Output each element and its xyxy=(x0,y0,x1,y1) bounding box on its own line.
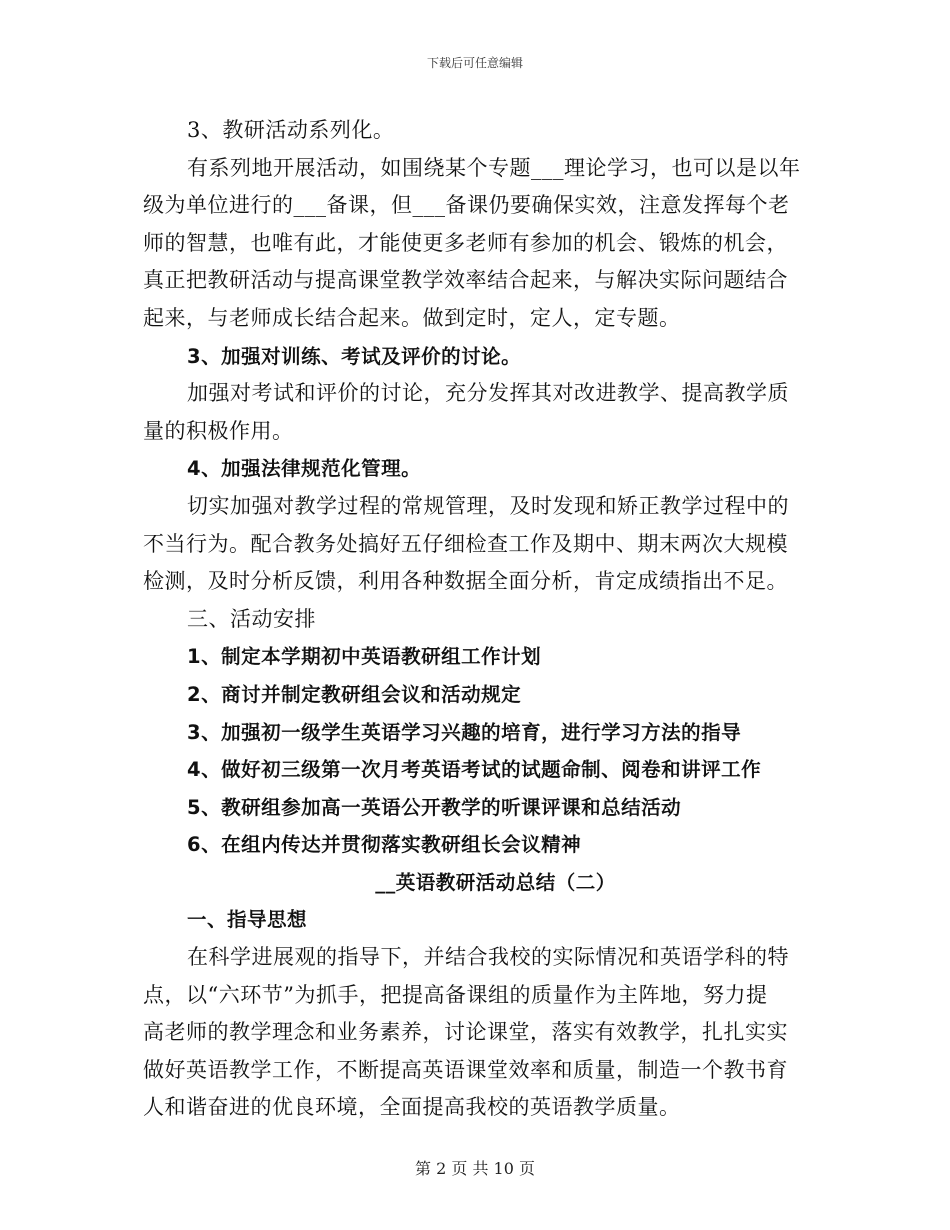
activity-item: 4、做好初三级第一次月考英语考试的试题命制、阅卷和讲评工作 xyxy=(187,758,762,782)
text-line: 做好英语教学工作，不断提高英语课堂效率和质量，制造一个教书育 xyxy=(143,1057,788,1082)
activity-item: 1、制定本学期初中英语教研组工作计划 xyxy=(187,645,542,669)
document-body xyxy=(143,112,808,1127)
text-line: 人和谐奋进的优良环境，全面提高我校的英语教学质量。 xyxy=(143,1095,681,1120)
section-heading: 一、指导思想 xyxy=(187,908,308,932)
text-line: 加强对考试和评价的讨论，充分发挥其对改进教学、提高教学质 xyxy=(187,381,789,406)
page-number: 第 2 页 共 10 页 xyxy=(415,1159,535,1178)
document-title: __英语教研活动总结（二） xyxy=(375,870,616,894)
section-heading: 3、加强对训练、考试及评价的讨论。 xyxy=(187,344,522,368)
activity-item: 5、教研组参加高一英语公开教学的听课评课和总结活动 xyxy=(187,795,682,819)
activity-item: 3、加强初一级学生英语学习兴趣的培育，进行学习方法的指导 xyxy=(187,720,742,744)
text-line: 起来，与老师成长结合起来。做到定时，定人，定专题。 xyxy=(143,305,681,330)
text-line: 3、教研活动系列化。 xyxy=(187,118,395,142)
activity-item: 2、商讨并制定教研组会议和活动规定 xyxy=(187,682,522,706)
text-line: 在科学进展观的指导下，并结合我校的实际情况和英语学科的特 xyxy=(187,945,789,970)
text-line: 切实加强对教学过程的常规管理，及时发现和矫正教学过程中的 xyxy=(187,493,789,518)
text-line: 级为单位进行的___备课，但___备课仍要确保实效，注意发挥每个老 xyxy=(143,193,790,218)
activity-item: 6、在组内传达并贯彻落实教研组长会议精神 xyxy=(187,833,582,857)
text-line: 有系列地开展活动，如围绕某个专题___理论学习，也可以是以年 xyxy=(187,155,801,180)
text-line: 量的积极作用。 xyxy=(143,418,294,443)
section-heading: 三、活动安排 xyxy=(187,606,316,631)
text-line: 真正把教研活动与提高课堂教学效率结合起来，与解决实际问题结合 xyxy=(143,268,788,293)
text-line: 点，以“六环节”为抓手，把提高备课组的质量作为主阵地，努力提 xyxy=(143,982,768,1007)
section-heading: 4、加强法律规范化管理。 xyxy=(187,457,422,481)
header-note: 下载后可任意编辑 xyxy=(426,56,523,70)
text-line: 师的智慧，也唯有此，才能使更多老师有参加的机会、锻炼的机会， xyxy=(143,230,788,255)
text-line: 高老师的教学理念和业务素养，讨论课堂，落实有效教学，扎扎实实 xyxy=(143,1020,788,1045)
text-line: 检测，及时分析反馈，利用各种数据全面分析，肯定成绩指出不足。 xyxy=(143,569,788,594)
text-line: 不当行为。配合教务处搞好五仔细检查工作及期中、期末两次大规模 xyxy=(143,531,788,556)
